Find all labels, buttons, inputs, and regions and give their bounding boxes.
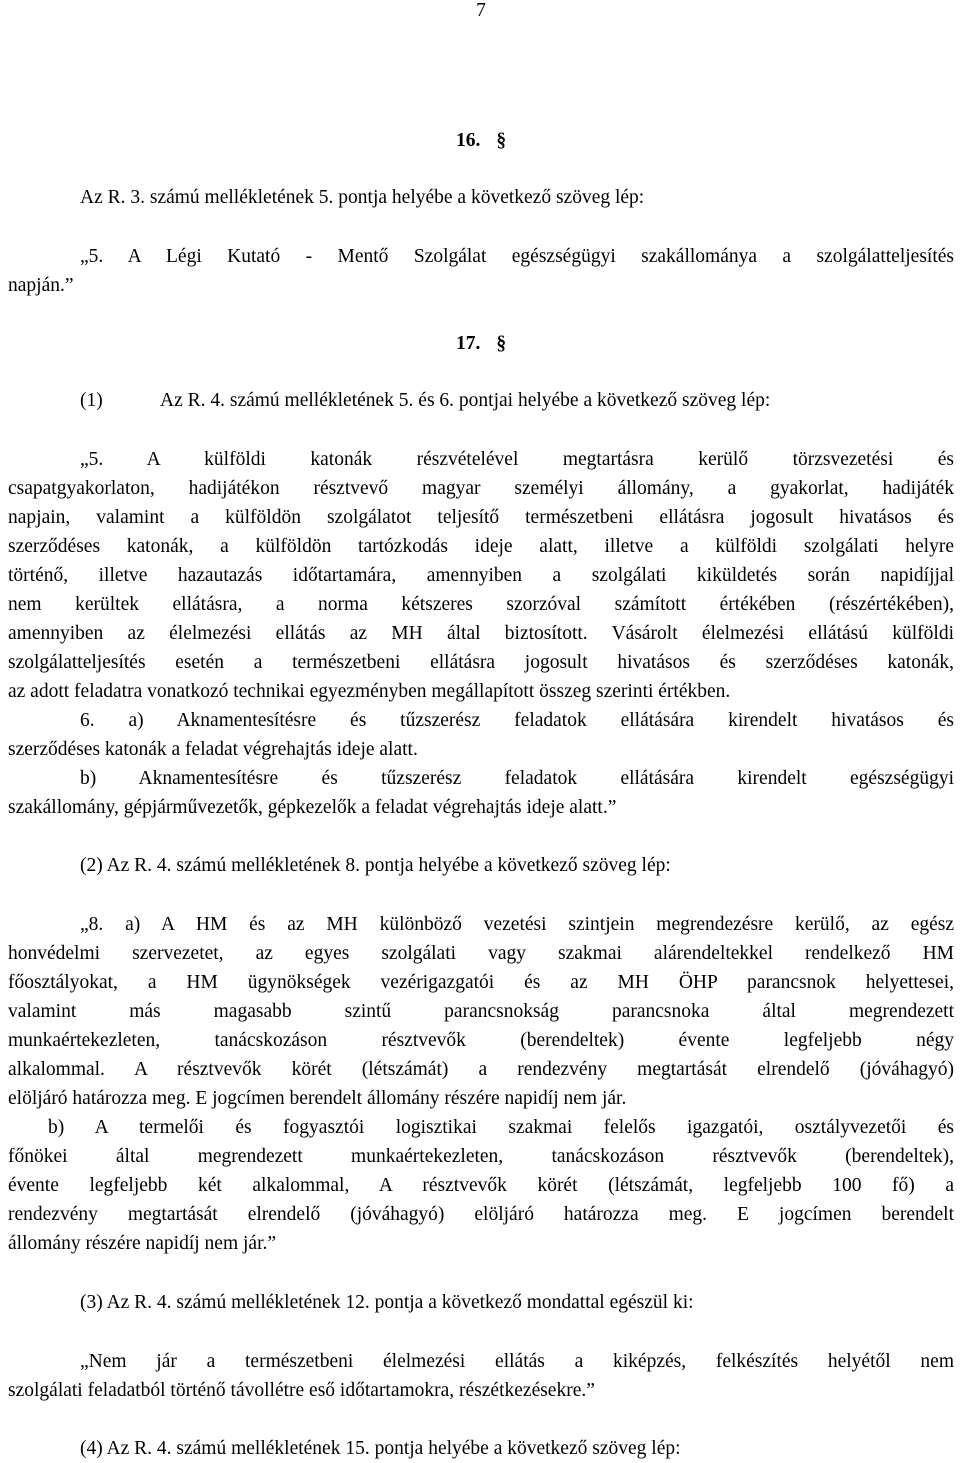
quoted-text-line: 6. a) Aknamentesítésre és tűzszerész feladatok ellátására kirendelt hivatásos és: [80, 710, 954, 731]
quoted-text-line: évente legfeljebb két alkalommal, A résztvevők körét (létszámát, legfeljebb 100 fő) a: [8, 1175, 954, 1196]
quoted-text-line: nem kerültek ellátásra, a norma kétszeres szorzóval számított értékében (részértékében),: [8, 594, 954, 615]
quoted-text-line: szerződéses katonák a feladat végrehajtás ideje alatt.: [8, 739, 418, 760]
quoted-text-line: az adott feladatra vonatkozó technikai egyezményben megállapított összeg szerinti értékben.: [8, 681, 731, 702]
quoted-text-line: honvédelmi szervezetet, az egyes szolgálati vagy szakmai alárendeltekkel rendelkező HM: [8, 943, 954, 964]
quoted-text-line: napjain, valamint a külföldön szolgálatot teljesítő természetbeni ellátásra jogosult hivatásos és: [8, 507, 954, 528]
paragraph-sign-icon: §: [496, 130, 507, 151]
quoted-text-line: b) A termelői és fogyasztói logisztikai szakmai felelős igazgatói, osztályvezetői és: [48, 1117, 954, 1138]
section-number: 16.: [455, 130, 481, 151]
quoted-text-line: „8. a) A HM és az MH különböző vezetési szintjein megrendezésre kerülő, az egész: [80, 914, 954, 935]
quoted-text-line: valamint más magasabb szintű parancsnokság parancsnoka által megrendezett: [8, 1001, 954, 1022]
section-16-intro: Az R. 3. számú mellékletének 5. pontja helyébe a következő szöveg lép:: [80, 187, 645, 208]
quoted-text-line: elöljáró határozza meg. E jogcímen berendelt állomány részére napidíj nem jár.: [8, 1088, 627, 1109]
quoted-text-line: főosztályokat, a HM ügynökségek vezérigazgatói és az MH ÖHP parancsnok helyettesei,: [8, 972, 954, 993]
quoted-text-line: „Nem jár a természetbeni élelmezési ellátás a kiképzés, felkészítés helyétől nem: [80, 1351, 954, 1372]
subsection-2: (2) Az R. 4. számú mellékletének 8. pontja helyébe a következő szöveg lép:: [80, 855, 671, 876]
quoted-text-line: történő, illetve hazautazás időtartamára, amennyiben a szolgálati kiküldetés során napidíjjal: [8, 565, 954, 586]
paragraph-sign-icon: §: [496, 333, 507, 354]
quoted-text-line: állomány részére napidíj nem jár.”: [8, 1233, 277, 1254]
quoted-text-line: munkaértekezleten, tanácskozáson résztvevők (berendeltek) évente legfeljebb négy: [8, 1030, 954, 1051]
quoted-text-line: amennyiben az élelmezési ellátás az MH által biztosított. Vásárolt élelmezési ellátású külföldi: [8, 623, 954, 644]
section-16-heading: [8, 126, 954, 155]
quoted-text-line: szolgálati feladatból történő távollétre eső időtartamokra, részétkezésekre.”: [8, 1380, 595, 1401]
quoted-text-line: „5. A külföldi katonák részvételével megtartásra kerülő törzsvezetési és: [80, 449, 954, 470]
quoted-text-line: szakállomány, gépjárművezetők, gépkezelők a feladat végrehajtás ideje alatt.”: [8, 797, 617, 818]
quoted-text-line: szolgálatteljesítés esetén a természetbeni ellátásra jogosult hivatásos és szerződéses katonák,: [8, 652, 954, 673]
quoted-text-line: „5. A Légi Kutató - Mentő Szolgálat egészségügyi szakállománya a szolgálatteljesítés: [80, 246, 954, 267]
subsection-number: (1): [80, 390, 103, 411]
subsection-3: (3) Az R. 4. számú mellékletének 12. pontja a következő mondattal egészül ki:: [80, 1292, 694, 1313]
subsection-4: (4) Az R. 4. számú mellékletének 15. pontja helyébe a következő szöveg lép:: [80, 1438, 681, 1459]
quoted-text-line: b) Aknamentesítésre és tűzszerész feladatok ellátására kirendelt egészségügyi: [80, 768, 954, 789]
quoted-text-line: alkalommal. A résztvevők körét (létszámát) a rendezvény megtartását elrendelő (jóváhagyó): [8, 1059, 954, 1080]
quoted-text-line: szerződéses katonák, a külföldön tartózkodás ideje alatt, illetve a külföldi szolgálati helyre: [8, 536, 954, 557]
quoted-text-line: napján.”: [8, 275, 74, 296]
quoted-text-line: csapatgyakorlaton, hadijátékon résztvevő magyar személyi állomány, a gyakorlat, hadijáték: [8, 478, 954, 499]
section-number: 17.: [455, 333, 481, 354]
quoted-text-line: rendezvény megtartását elrendelő (jóváhagyó) elöljáró határozza meg. E jogcímen berendelt: [8, 1204, 954, 1225]
page-number: 7: [476, 0, 486, 21]
section-17-heading: [8, 329, 954, 358]
subsection-text: Az R. 4. számú mellékletének 5. és 6. pontjai helyébe a következő szöveg lép:: [160, 390, 771, 411]
quoted-text-line: főnökei által megrendezett munkaértekezleten, tanácskozáson résztvevők (berendeltek),: [8, 1146, 954, 1167]
